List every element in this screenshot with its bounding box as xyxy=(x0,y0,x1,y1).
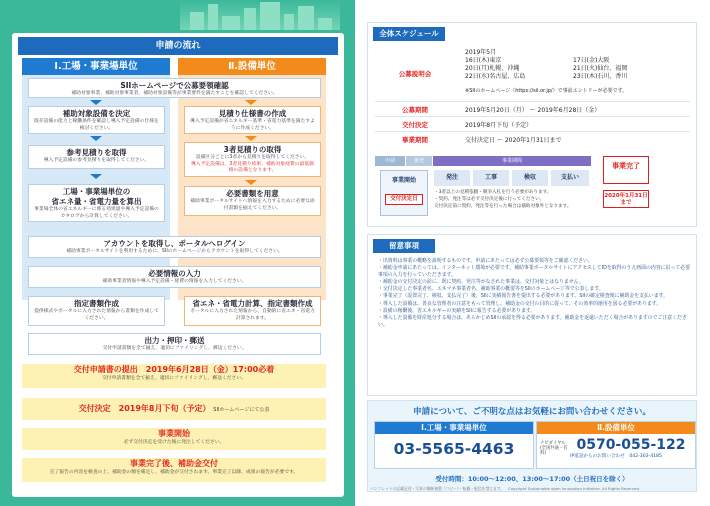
row-label: 交付決定 xyxy=(402,121,428,129)
row-value: 交付決定日 ～ 2020年1月31日まで xyxy=(465,137,562,144)
step-prepare-documents xyxy=(184,186,321,216)
timeline-note: ・契約、発注等は必ず交付決定後に行ってください。 xyxy=(434,197,545,202)
step-desc: 完了報告の内容を検査の上、補助金の額を確定し、補助金が交付されます。事業完了以降、成果の報告が必要です。 xyxy=(49,470,299,475)
step-desc: 補助対象事業、補助対象事業者、補助対象設備等が事業要件を満たすことを確認してください。 xyxy=(71,91,278,96)
step-title: 出力・押印・郵送 xyxy=(144,336,205,345)
briefing-item: 23日(木)石川、香川 xyxy=(573,73,628,80)
arrow-down-icon xyxy=(90,174,102,179)
contact-head: Ⅱ.設備単位 xyxy=(537,422,695,434)
briefing-note: ※SIIのホームページ（https://sii.or.jp/）で事前エントリーが必要です。 xyxy=(465,88,628,94)
step-note: SIIホームページにて公表 xyxy=(213,407,270,413)
briefing-item: 21日(火)仙台、福岡 xyxy=(573,65,628,72)
step-title: 交付決定 2019年8月下旬（予定） xyxy=(78,404,211,413)
step-title: 工場・事業場単位の xyxy=(62,187,131,196)
timeline-note: ・3者以上の見積依頼・競争入札を行う必要があります。 xyxy=(434,190,552,195)
briefing-item: 22日(水)名古屋、広島 xyxy=(465,73,526,80)
arrow-down-icon xyxy=(90,100,102,105)
flow-title: 申請の流れ xyxy=(18,37,338,55)
step-desc: 補助事業ポータルサイトへ情報を入力するために必要な添付書類を揃えてください。 xyxy=(190,199,315,211)
step-subsidy-payment xyxy=(22,458,326,482)
step-title: アカウントを取得し、ポータルへログイン xyxy=(103,239,246,248)
reception-hours: 受付時間：10:00～12:00、13:00～17:00（土日祝日を除く） xyxy=(435,475,629,483)
note-item: ・ 導入した設備を財産処分する場合は、あらかじめSIIの承認を得る必要があります。補助金を返還いただく場合がありますのでご注意ください。 xyxy=(378,315,690,329)
timeline-note: 交付決定前に契約、発注等を行った場合は補助対象外となります。 xyxy=(434,204,572,209)
timeline-complete: 事業完了 xyxy=(603,156,649,184)
briefing-item: 16日(木)東京 xyxy=(465,57,502,64)
step-title: 交付申請書の提出 2019年6月28日（金）17:00必着 xyxy=(73,365,275,374)
step-decide-equipment xyxy=(28,106,165,134)
step-reference-quote xyxy=(28,145,165,169)
step-warning: 導入予定設備は、3者見積り結果、補助対象経費の最低価格の設備となります。 xyxy=(191,161,314,173)
step-title: 指定書類作成 xyxy=(74,299,119,308)
step-title: 必要情報の入力 xyxy=(148,269,201,278)
step-desc: 補助事業者情報や導入予定設備・経費の情報を入力してください。 xyxy=(102,279,247,284)
step-title: SIIホームページで公募要領確認 xyxy=(120,81,229,90)
step-desc: 導入予定設備の参考見積りを取得してください。 xyxy=(43,158,150,163)
note-item: ・ 設備の稼働後、省エネルギーの実績をSIIに報告する必要があります。 xyxy=(378,308,690,315)
row-value: 2019年5月20日（月） ～ 2019年6月28日（金） xyxy=(465,107,601,114)
step-three-quotes xyxy=(184,142,321,177)
row-label: 公募説明会 xyxy=(398,70,432,78)
timeline-step-inspection: 検収 xyxy=(512,170,548,186)
step-input-info xyxy=(28,266,321,288)
phone-number-factory[interactable]: 03-5565-4463 xyxy=(393,440,515,458)
city-skyline-decoration xyxy=(180,0,340,30)
step-confirm-guidelines xyxy=(28,78,321,98)
step-desc: 提供様式やポータルに入力された情報から書類を作成してください。 xyxy=(34,309,159,321)
arrow-down-icon xyxy=(245,100,257,105)
schedule-row-decision xyxy=(375,116,690,130)
schedule-row-briefing xyxy=(375,45,690,97)
row-value: 2019年5月 xyxy=(465,49,497,56)
row-label: 公募期間 xyxy=(402,106,428,114)
step-desc: 補助事業ポータルサイトを利用するために、SIIのホームページからアカウントを取得してください。 xyxy=(66,249,283,254)
step-portal-login xyxy=(28,236,321,258)
note-item: ・ 事業完了（設置完了、検収、支払完了）後、SIIに実績報告書を提出する必要があります。SIIの確定検査後に補助金を支払います。 xyxy=(378,293,690,300)
schedule-row-period xyxy=(375,131,690,145)
ip-phone-number: IP電話からのお問い合わせ 042-303-4185 xyxy=(570,454,662,459)
notes-tag: 留意事項 xyxy=(373,239,435,253)
phone-number-equipment[interactable]: 0570-055-122 xyxy=(576,437,686,453)
navi-dial-label: ナビダイヤル(全国共通・有料) xyxy=(540,441,568,456)
contact-title: 申請について、ご不明な点はお気軽にお問い合わせください。 xyxy=(413,407,651,417)
step-desc: 既存設備の能力と稼働条件を確認し導入予定設備の仕様を検討ください。 xyxy=(34,119,159,131)
arrow-down-icon xyxy=(245,136,257,141)
step-submit-application xyxy=(22,364,326,388)
step-desc: 設備区分ごとに3者から見積りを取得してください。 xyxy=(195,155,310,160)
step-title: 補助対象設備を決定 xyxy=(62,109,131,118)
timeline-step-construction: 工事 xyxy=(473,170,509,186)
step-grant-decision xyxy=(22,398,326,420)
column-header-factory: Ⅰ.工場・事業場単位 xyxy=(22,58,170,75)
step-desc: 事業場全体の省エネルギーに係る効果量や導入予定設備のカタログから計算してください。 xyxy=(34,207,159,219)
briefing-item: 17日(金)大阪 xyxy=(573,57,610,64)
step-title: 事業完了後、補助金交付 xyxy=(130,459,218,468)
step-output-mail xyxy=(28,333,321,355)
schedule-row-koubo xyxy=(375,101,690,115)
timeline-apply: 申請 xyxy=(375,156,405,166)
step-quote-spec xyxy=(184,106,321,134)
step-project-start xyxy=(22,428,326,450)
contact-factory xyxy=(374,421,534,469)
timeline-review: 審査 xyxy=(406,156,432,166)
step-title: 省エネ・省電力計算、指定書類作成 xyxy=(192,299,313,308)
step-auto-calc xyxy=(184,296,321,326)
briefing-grid xyxy=(465,57,685,81)
row-value: 2019年8月下旬（予定） xyxy=(465,122,533,129)
step-desc: 交付申請書類を全て揃え、適切にファイリングし、郵送ください。 xyxy=(101,376,246,381)
step-title: 3者見積りの取得 xyxy=(223,145,282,154)
note-item: ・ 導入した設備は、善良な管理者の注意をもって管理し、補助金の交付の目的に従って、その効率的運用を図る必要があります。 xyxy=(378,301,690,308)
contact-head: Ⅰ.工場・事業場単位 xyxy=(375,422,533,434)
timeline-start: 事業開始 xyxy=(391,177,416,184)
note-item: ・ 補助金申請にあたっては、インターネット環境が必要です。補助事業ポータルサイトにアクセスしてIDを取得のうえ画面の内容に沿って必要事項の入力を行っていただきます。 xyxy=(378,265,690,279)
copyright-footnote: パンフレットの記載記述・写真の無断複製（コピー）・転載・配信を禁じます。 Copyright Sustainable open Innovation Initiative. All Rights Reserved. xyxy=(370,486,641,491)
column-header-equipment: Ⅱ.設備単位 xyxy=(178,58,326,75)
timeline-step-payment: 支払い xyxy=(551,170,589,186)
timeline-period: 事業期間 xyxy=(433,156,591,166)
timeline-start-box xyxy=(380,170,428,216)
step-title: 参考見積りを取得 xyxy=(66,148,127,157)
note-item: ・ 出資料は事業の概略を説明するものです。申請にあたっては必ず公募要領等をご確認ください。 xyxy=(378,258,690,265)
step-desc: ポータルに入力された情報から、自動的に省エネ・省電力計算されます。 xyxy=(190,309,315,321)
step-desc: 必ず交付決定を受けた後に発注してください。 xyxy=(123,440,225,445)
timeline-step-order: 発注 xyxy=(434,170,470,186)
step-create-documents xyxy=(28,296,165,326)
timeline-complete-date: 2020年1月31日まで xyxy=(603,190,649,208)
timeline-decision-date: 交付決定日 xyxy=(385,194,423,205)
step-title-2: 省エネ量・省電力量を算出 xyxy=(51,197,142,206)
arrow-down-icon xyxy=(90,136,102,141)
step-desc: 導入予定設備が省エネルギー基準・省電力基準を満たすように作成ください。 xyxy=(190,119,315,131)
step-title: 事業開始 xyxy=(158,429,190,438)
row-label: 事業期間 xyxy=(402,136,428,144)
briefing-item: 20日(月)札幌、沖縄 xyxy=(465,65,520,72)
step-title: 必要書類を用意 xyxy=(226,189,279,198)
note-item: ・ 補助金の交付決定の前に、既に契約、発注等がなされた事業は、交付対象とはなりません。 xyxy=(378,279,690,286)
step-desc: 交付申請書類を全て揃え、適切にファイリングし、郵送ください。 xyxy=(102,346,247,351)
step-calc-savings xyxy=(28,184,165,222)
note-item: ・ 交付決定した事業者名、エネマネ事業者名、補助事業の概要等をSIIのホームページ等で公表します。 xyxy=(378,286,690,293)
schedule-tag: 全体スケジュール xyxy=(373,27,445,41)
arrow-down-icon xyxy=(245,180,257,185)
notes-list xyxy=(378,258,690,329)
step-title: 見積り仕様書の作成 xyxy=(218,109,287,118)
